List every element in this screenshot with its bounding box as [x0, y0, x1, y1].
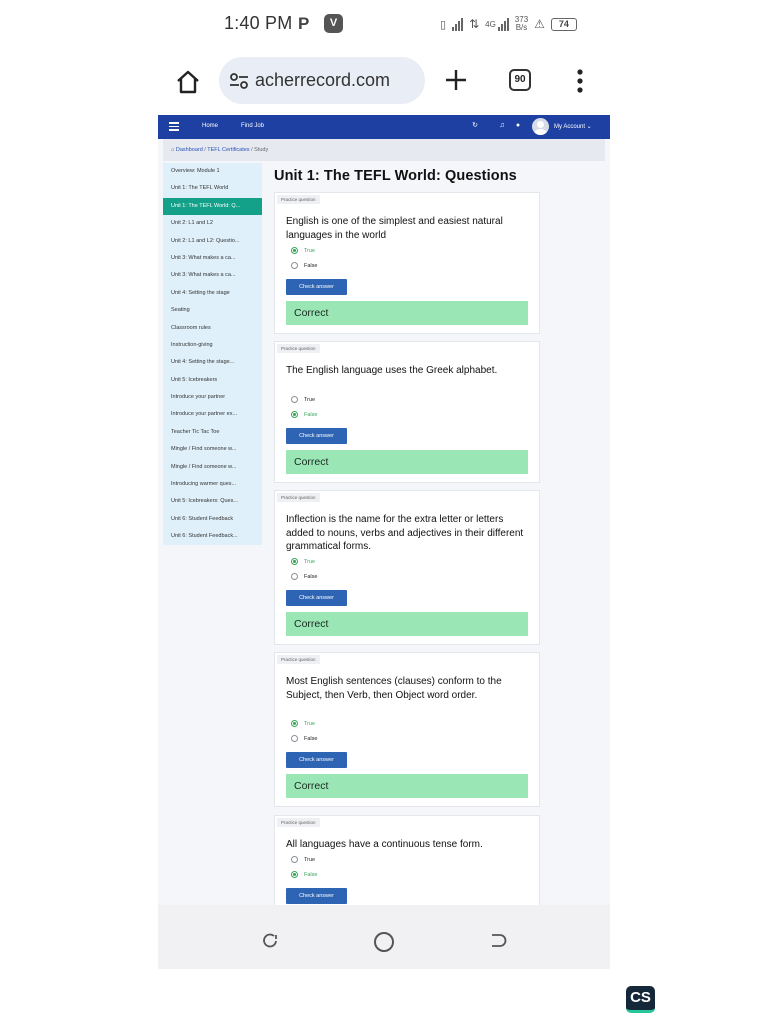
warning-icon: ⚠ — [534, 17, 545, 31]
sidebar-item[interactable]: Introduce your partner ex... — [171, 411, 238, 418]
chat-icon[interactable]: ● — [515, 122, 521, 129]
option-true[interactable]: True — [291, 395, 315, 404]
sidebar-item[interactable]: Unit 1: The TEFL World — [171, 185, 229, 192]
option-true[interactable]: True — [291, 246, 315, 255]
check-answer-button[interactable]: Check answer — [286, 279, 347, 295]
battery-icon: 74 — [551, 18, 577, 31]
radio-unselected[interactable] — [291, 573, 298, 580]
more-menu-icon[interactable] — [577, 68, 583, 94]
check-answer-button[interactable]: Check answer — [286, 752, 347, 768]
new-tab-icon[interactable] — [443, 67, 469, 93]
option-false[interactable]: False — [291, 261, 317, 270]
question-card — [274, 192, 540, 334]
radio-selected[interactable] — [291, 558, 298, 565]
sidebar-item[interactable]: Mingle / Find someone w... — [171, 446, 237, 453]
option-true[interactable]: True — [291, 855, 315, 864]
course-sidebar — [163, 163, 262, 545]
check-answer-button[interactable]: Check answer — [286, 428, 347, 444]
sidebar-item[interactable]: Mingle / Find someone w... — [171, 463, 237, 470]
home-button-icon[interactable] — [374, 932, 394, 952]
url-text[interactable]: acherrecord.com — [255, 70, 391, 90]
nav-find-job-link[interactable]: Find Job — [241, 123, 265, 129]
question-card — [274, 490, 540, 645]
sidebar-item[interactable]: Instruction-giving — [171, 341, 213, 348]
sidebar-item[interactable]: Unit 5: Icebreakers — [171, 376, 218, 383]
option-false[interactable]: False — [291, 410, 317, 419]
signal-icon-2 — [498, 17, 509, 31]
parking-notification-icon: P — [298, 14, 310, 33]
sidebar-item[interactable]: Introducing warmer ques... — [171, 481, 237, 488]
radio-unselected[interactable] — [291, 262, 298, 269]
sidebar-item[interactable]: Unit 2: L1 and L2: Questio... — [171, 237, 240, 244]
notification-bell-icon[interactable]: ♫ — [499, 122, 505, 129]
sidebar-item[interactable]: Teacher Tic Tac Toe — [171, 428, 220, 435]
radio-selected[interactable] — [291, 247, 298, 254]
sidebar-item[interactable]: Unit 6: Student Feedback... — [171, 533, 238, 540]
question-card — [274, 652, 540, 807]
practice-badge: Practice question — [277, 493, 320, 502]
dashboard-icon: ⌂ — [171, 147, 176, 153]
net-speed: 373 B/s — [514, 15, 529, 32]
breadcrumb: ⌂ Dashboard / TEFL Certificates / Study — [163, 139, 605, 161]
breadcrumb-current: Study — [254, 147, 269, 153]
sidebar-item[interactable]: Unit 4: Setting the stage — [171, 289, 230, 296]
system-navigation-bar — [158, 905, 610, 969]
option-false[interactable]: False — [291, 734, 317, 743]
recent-apps-icon[interactable] — [261, 933, 279, 949]
option-true[interactable]: True — [291, 557, 315, 566]
sidebar-item[interactable]: Unit 3: What makes a ca... — [171, 254, 236, 261]
site-navbar — [158, 115, 610, 139]
webpage — [158, 115, 610, 905]
sidebar-item[interactable]: Seating — [171, 307, 190, 314]
result-banner: Correct — [286, 612, 528, 636]
signal-icon — [452, 17, 463, 31]
sidebar-item[interactable]: Introduce your partner — [171, 394, 226, 401]
status-right-icons — [440, 14, 577, 34]
practice-badge: Practice question — [277, 655, 320, 664]
sidebar-item[interactable]: Unit 3: What makes a ca... — [171, 272, 236, 279]
radio-unselected[interactable] — [291, 396, 298, 403]
question-text: English is one of the simplest and easiest natural languages in the world — [286, 216, 503, 241]
breadcrumb-dashboard[interactable]: Dashboard — [175, 147, 203, 153]
app-notification-icon: V — [324, 14, 343, 33]
address-bar[interactable] — [219, 57, 425, 104]
question-card — [274, 815, 540, 905]
camscanner-watermark-logo: CS — [626, 986, 655, 1013]
result-banner: Correct — [286, 301, 528, 325]
practice-badge: Practice question — [277, 818, 320, 827]
radio-unselected[interactable] — [291, 856, 298, 863]
sidebar-item[interactable]: Unit 6: Student Feedback — [171, 515, 234, 522]
page-title: Unit 1: The TEFL World: Questions — [274, 168, 517, 184]
practice-badge: Practice question — [277, 344, 320, 353]
nav-home-link[interactable]: Home — [202, 123, 219, 129]
my-account-menu[interactable]: My Account ⌄ — [554, 124, 592, 130]
radio-selected[interactable] — [291, 720, 298, 727]
vibrate-icon: ▯ — [440, 18, 447, 31]
back-icon[interactable] — [489, 933, 507, 949]
breadcrumb-tefl[interactable]: TEFL Certificates — [207, 147, 250, 153]
option-false[interactable]: False — [291, 572, 317, 581]
avatar[interactable] — [532, 118, 549, 135]
result-banner: Correct — [286, 450, 528, 474]
result-banner: Correct — [286, 774, 528, 798]
practice-badge: Practice question — [277, 195, 320, 204]
sidebar-item[interactable]: Classroom rules — [171, 324, 211, 331]
data-transfer-icon: ⇅ — [469, 17, 480, 31]
question-text: All languages have a continuous tense form. — [286, 839, 483, 850]
network-type-icon: 4G — [485, 19, 496, 29]
sidebar-item[interactable]: Unit 5: Icebreakers: Ques... — [171, 498, 238, 505]
question-card — [274, 341, 540, 483]
sidebar-item-active[interactable]: Unit 1: The TEFL World: Q... — [163, 198, 262, 215]
tab-switcher-button[interactable]: 90 — [509, 69, 531, 91]
sidebar-item[interactable]: Unit 4: Setting the stage... — [171, 359, 235, 366]
home-icon[interactable] — [174, 68, 202, 96]
sidebar-item[interactable]: Unit 2: L1 and L2 — [171, 220, 213, 227]
question-text: Most English sentences (clauses) conform to the Subject, then Verb, then Object word order. — [286, 676, 502, 701]
question-text: Inflection is the name for the extra letter or letters added to nouns, verbs and adjectives in their different grammatical forms. — [286, 514, 524, 552]
radio-selected[interactable] — [291, 871, 298, 878]
sidebar-item[interactable]: Overview: Module 1 — [171, 168, 220, 174]
question-text: The English language uses the Greek alphabet. — [286, 365, 498, 376]
hamburger-menu-icon[interactable] — [169, 122, 179, 131]
radio-unselected[interactable] — [291, 735, 298, 742]
option-false[interactable]: False — [291, 870, 317, 879]
status-time: 1:40 PM — [224, 13, 293, 33]
check-answer-button[interactable]: Check answer — [286, 888, 347, 904]
check-answer-button[interactable]: Check answer — [286, 590, 347, 606]
site-settings-icon[interactable] — [228, 70, 250, 92]
radio-selected[interactable] — [291, 411, 298, 418]
refresh-icon[interactable]: ↻ — [472, 122, 478, 129]
browser-toolbar — [0, 56, 768, 108]
status-bar — [0, 0, 768, 50]
option-true[interactable]: True — [291, 719, 315, 728]
